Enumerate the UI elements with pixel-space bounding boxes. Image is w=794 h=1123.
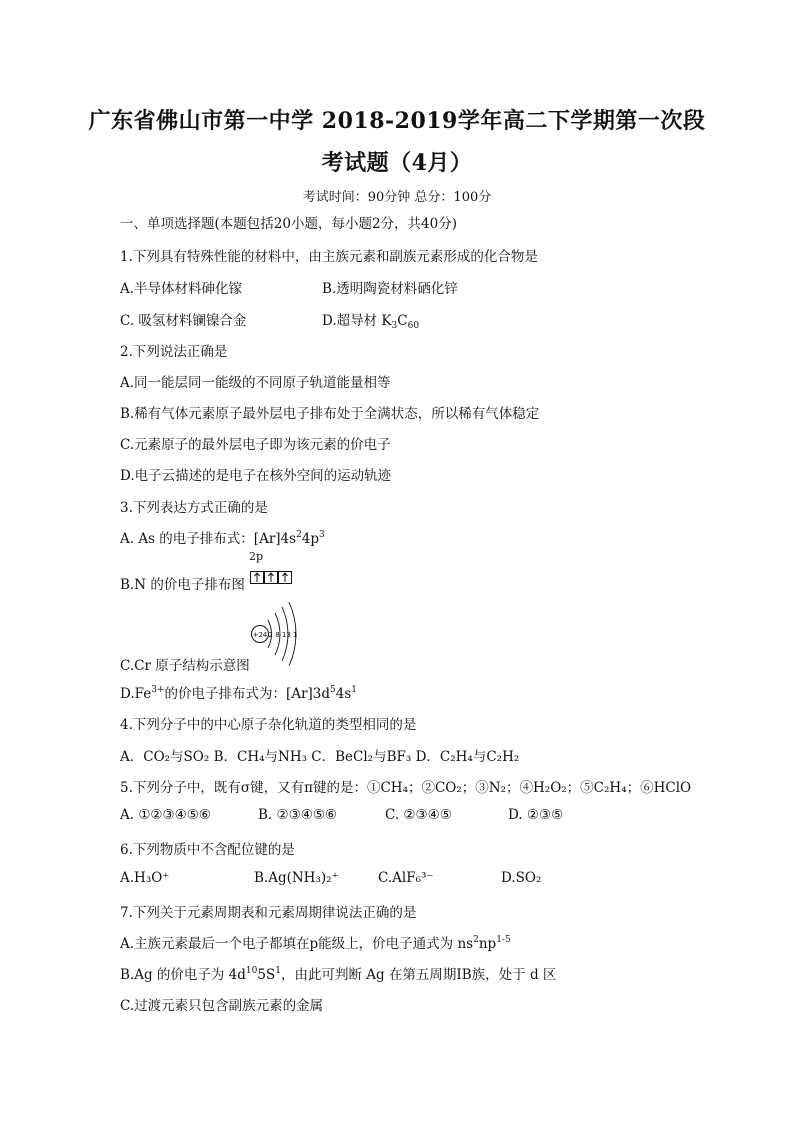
question-3-option-c: C.Cr 原子结构示意图 <box>120 658 250 674</box>
section-heading: 一、单项选择题(本题包括20小题，每小题2分，共40分) <box>120 216 457 232</box>
question-2-option-c: C.元素原子的最外层电子即为该元素的价电子 <box>120 437 391 453</box>
question-3-option-a: A. As 的电子排布式：$[Ar]4s^24p^3$ <box>120 530 325 547</box>
question-5-option-d: D. ②③⑤ <box>508 807 564 823</box>
question-7-option-b: B.Ag 的价电子为 $4d^{10}5S^1$，由此可判断 Ag 在第五周期ⅠB族，处于 d 区 <box>120 966 557 983</box>
question-6-option-b: B.Ag(NH₃)₂⁺ <box>254 870 339 886</box>
question-1-option-c: C. 吸氢材料镧镍合金 <box>120 313 247 329</box>
question-2-stem: 2.下列说法正确是 <box>120 344 228 360</box>
question-6-option-d: D.SO₂ <box>501 870 542 886</box>
question-3-option-d: $D.Fe^{3+}$的价电子排布式为：$[Ar]3d^54s^1$ <box>120 685 358 702</box>
question-1-option-a: A.半导体材料砷化镓 <box>120 281 243 297</box>
svg-text:+24: +24 <box>252 631 268 639</box>
svg-text:2 8 13 1: 2 8 13 1 <box>268 631 298 639</box>
question-7-stem: 7.下列关于元素周期表和元素周期律说法正确的是 <box>120 905 417 921</box>
question-4-options: A．CO₂与SO₂ B．CH₄与NH₃ C．BeCl₂与BF₃ D．C₂H₄与C₂H₂ <box>120 749 520 765</box>
question-3-stem: 3.下列表达方式正确的是 <box>120 500 268 516</box>
question-6-stem: 6.下列物质中不含配位键的是 <box>120 842 295 858</box>
question-6-option-a: A.H₃O⁺ <box>120 870 170 886</box>
question-5-option-c: C. ②③④⑤ <box>385 807 452 823</box>
atom-structure-icon <box>248 598 304 670</box>
question-1-stem: 1.下列具有特殊性能的材料中，由主族元素和副族元素形成的化合物是 <box>120 249 538 265</box>
question-2-option-d: D.电子云描述的是电子在核外空间的运动轨迹 <box>120 468 392 484</box>
orbital-diagram-label: 2p <box>249 550 264 563</box>
question-5-option-a: A. ①②③④⑤⑥ <box>120 807 211 823</box>
question-7-option-a: A.主族元素最后一个电子都填在p能级上，价电子通式为 $ns^2np^{1-5}$ <box>120 935 511 952</box>
question-5-option-b: B. ②③④⑤⑥ <box>258 807 338 823</box>
question-2-option-a: A.同一能层同一能级的不同原子轨道能量相等 <box>120 375 391 391</box>
question-1-option-b: B.透明陶瓷材料硒化锌 <box>322 281 458 297</box>
question-5-stem: 5.下列分子中，既有σ键，又有π键的是：①CH₄；②CO₂；③N₂；④H₂O₂；⑤C₂H₄；⑥HClO <box>120 780 692 796</box>
exam-info: 考试时间：90分钟 总分：100分 <box>302 190 492 205</box>
question-1-option-d: D.超导材 $K_3C_{60}$ <box>322 313 420 331</box>
question-3-option-b: B.N 的价电子排布图 <box>120 577 245 593</box>
page-title-line2: 考试题（4月） <box>321 150 473 176</box>
question-6-option-c: C.AlF₆³⁻ <box>378 870 434 886</box>
page-title-line1: 广东省佛山市第一中学 2018-2019学年高二下学期第一次段 <box>88 108 706 134</box>
question-7-option-c: C.过渡元素只包含副族元素的金属 <box>120 998 324 1014</box>
orbital-diagram-icon <box>250 571 294 585</box>
question-2-option-b: B.稀有气体元素原子最外层电子排布处于全满状态，所以稀有气体稳定 <box>120 406 540 422</box>
question-4-stem: 4.下列分子中的中心原子杂化轨道的类型相同的是 <box>120 717 417 733</box>
